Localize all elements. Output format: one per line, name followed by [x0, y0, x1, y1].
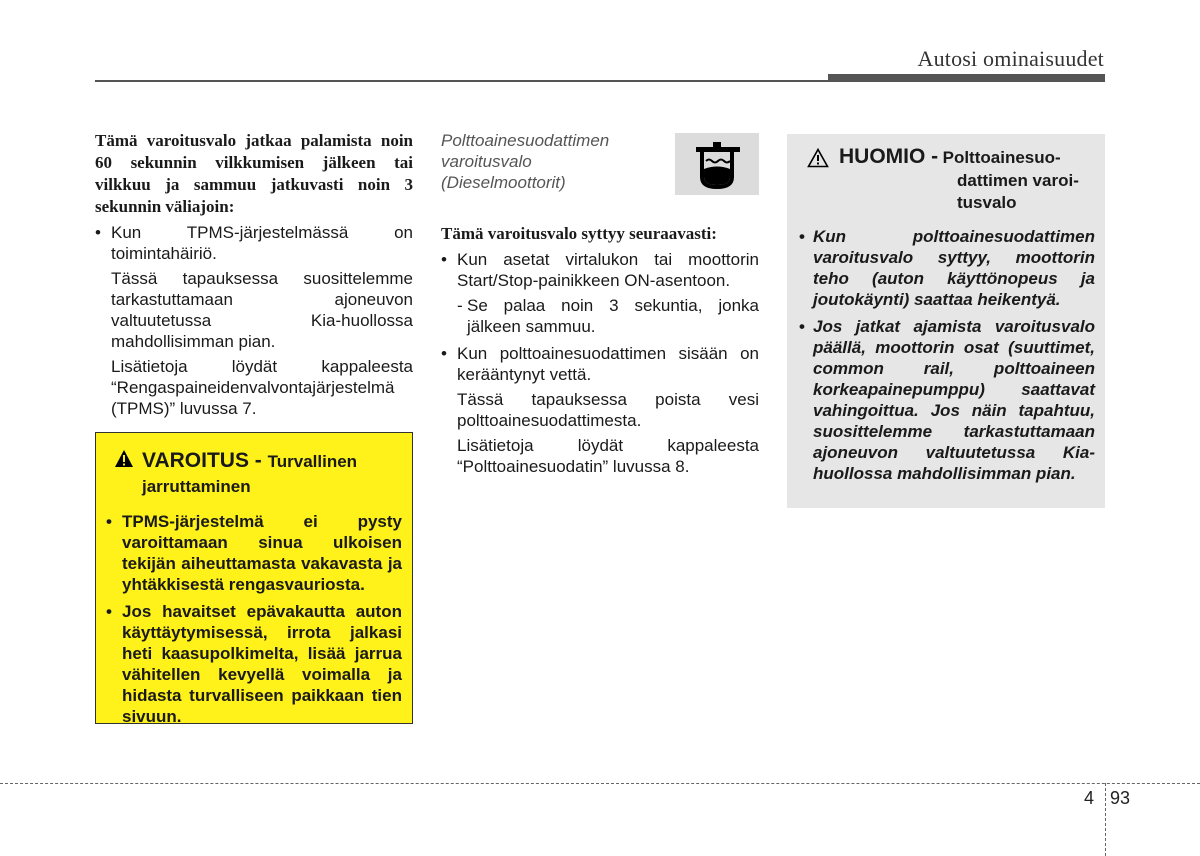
caution-subtitle-2: dattimen varoi- [957, 171, 1079, 190]
bullet-dot: • [106, 512, 112, 531]
footer-divider [0, 783, 1200, 784]
page-header-title: Autosi ominaisuudet [917, 46, 1104, 71]
warning-subtitle-2: jarruttaminen [142, 477, 251, 496]
fuel-filter-dash-text: Se palaa noin 3 sekuntia, jonka jälkeen sammuu. [467, 296, 759, 336]
header-rule [95, 80, 828, 82]
caution-item [797, 316, 1095, 484]
bullet-dot: • [441, 250, 447, 269]
bullet-dot: • [799, 227, 805, 246]
caution-box [787, 134, 1105, 508]
fuel-filter-bullet-text: Kun polttoainesuodattimen sisään on kerääntynyt vettä. [457, 344, 759, 384]
fuel-filter-subheading: Polttoainesuodattimen varoitusvalo (Dieselmoottorit) [441, 131, 610, 192]
tpms-paragraph-2: Lisätietoja löydät kappaleesta “Rengaspaineidenvalvontajärjestelmä (TPMS)” luvussa 7. [111, 357, 413, 418]
warning-title: VAROITUS - [142, 449, 262, 472]
fuel-filter-bullet [441, 343, 759, 385]
fuel-filter-paragraph-1: Tässä tapauksessa poista vesi polttoainesuodattimesta. [457, 390, 759, 430]
header-rule-accent [828, 74, 1105, 82]
warning-item [106, 601, 402, 727]
caution-item [797, 226, 1095, 310]
tpms-bullet [95, 222, 413, 264]
bullet-dot: • [799, 317, 805, 336]
tpms-bullet-text: Kun TPMS-järjestelmässä on toimintahäiriö. [111, 223, 413, 263]
fuel-filter-bullet-text: Kun asetat virtalukon tai moottorin Start/Stop-painikkeen ON-asentoon. [457, 250, 759, 290]
column-tpms [95, 130, 413, 419]
caution-heading [797, 146, 1095, 214]
fuel-filter-dash-item [441, 295, 759, 337]
fuel-filter-intro: Tämä varoitusvalo syttyy seuraavasti: [441, 224, 717, 243]
fuel-filter-paragraph-2: Lisätietoja löydät kappaleesta “Polttoainesuodatin” luvussa 8. [457, 436, 759, 476]
tpms-paragraph-1: Tässä tapauksessa suosittelemme tarkastuttamaan ajoneuvon valtuutetussa Kia-huollossa mahdollisimman pian. [111, 269, 413, 351]
warning-heading [106, 449, 402, 499]
page-number: 93 [1110, 788, 1131, 808]
warning-item [106, 511, 402, 595]
caution-subtitle-1: Polttoainesuo- [942, 148, 1061, 167]
caution-title: HUOMIO - [839, 145, 939, 168]
footer-page-divider [1105, 783, 1106, 856]
caution-item-text: Jos jatkat ajamista varoitusvalo päällä, moottorin osat (suuttimet, common rail, polttoaineen korkeapainepumppu) saattavat vahingoittua. Jos näin tapahtuu, suosittelemme tarkastuttamaan ajoneuvon valtuutetussa Kia-huollossa mahdollisimman pian. [813, 317, 1095, 483]
bullet-dot: • [106, 602, 112, 621]
tpms-intro: Tämä varoitusvalo jatkaa palamista noin 60 sekunnin vilkkumisen jälkeen tai vilkkuu ja sammuu jatkuvasti noin 3 sekunnin väliajoin: [95, 131, 413, 216]
caution-item-text: Kun polttoainesuodattimen varoitusvalo syttyy, moottorin teho (auton käyttönopeus ja joutokäynti) saattaa heikentyä. [813, 227, 1095, 309]
fuel-filter-icon [675, 133, 759, 195]
warning-item-text: Jos havaitset epävakautta auton käyttäytymisessä, irrota jalkasi heti kaasupolkimelta, lisää jarrua vähitellen kevyellä voimalla ja hidasta turvalliseen paikkaan tien sivuun. [122, 602, 402, 726]
chapter-number: 4 [1084, 788, 1095, 808]
dash-mark: - [457, 296, 463, 315]
bullet-dot: • [441, 344, 447, 363]
caution-subtitle-3: tusvalo [957, 193, 1017, 212]
warning-subtitle-1: Turvallinen [267, 452, 358, 471]
bullet-dot: • [95, 223, 101, 242]
warning-triangle-icon [114, 449, 134, 474]
caution-triangle-icon [807, 148, 829, 175]
warning-box [95, 432, 413, 724]
warning-item-text: TPMS-järjestelmä ei pysty varoittamaan sinua ulkoisen tekijän aiheuttamasta vakavasta ja yhtäkkisestä rengasvauriosta. [122, 512, 402, 594]
fuel-filter-bullet [441, 249, 759, 291]
